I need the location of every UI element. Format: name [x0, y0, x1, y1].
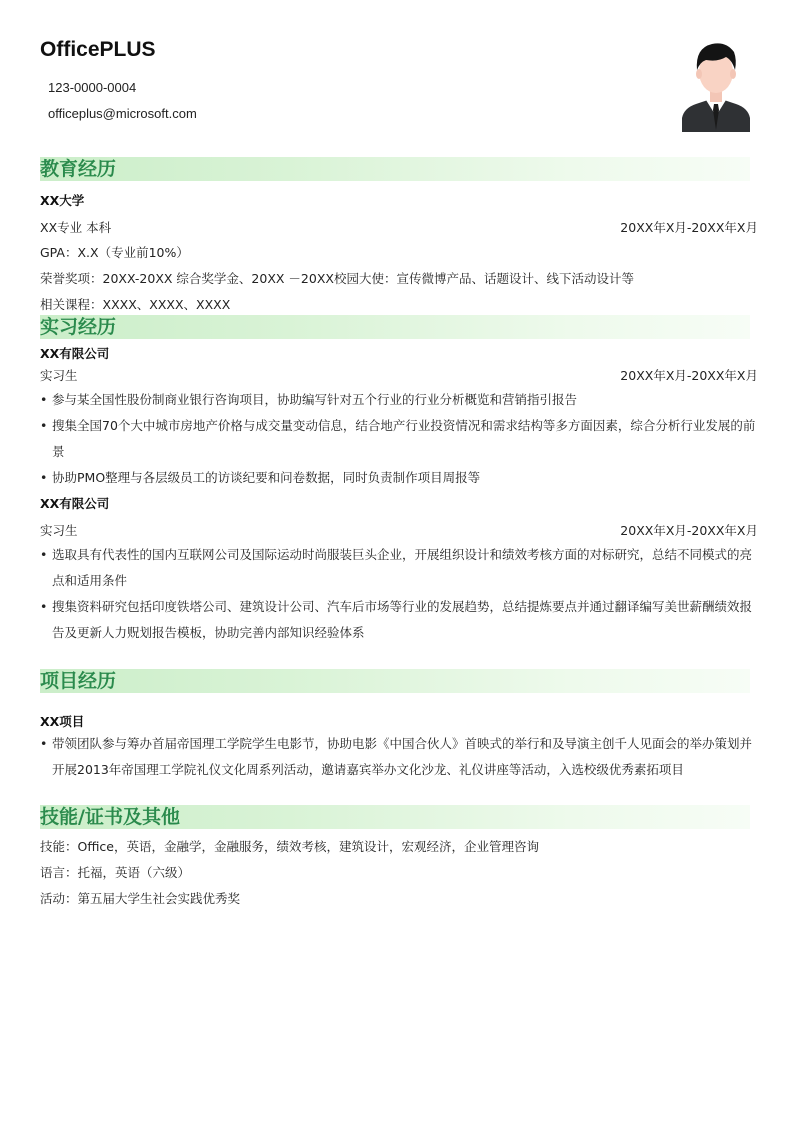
email-text: officeplus@microsoft.com [48, 106, 197, 121]
name-title: OfficePLUS [40, 38, 156, 61]
skills-text: 技能：Office，英语，金融学，金融服务，绩效考核，建筑设计，宏观经济，企业管理咨询 [40, 839, 539, 854]
section-project [40, 669, 750, 693]
avatar-icon [682, 40, 750, 132]
section-title-project: 项目经历 [40, 670, 117, 692]
list-item: • 参与某全国性股份制商业银行咨询项目，协助编写针对五个行业的行业分析概览和营销指引报告 [40, 387, 756, 413]
job-role: 实习生 [40, 523, 78, 538]
list-item: • 搜集全国70个大中城市房地产价格与成交量变动信息，结合地产行业投资情况和需求结构等多方面因素，综合分析行业发展的前景 [40, 413, 756, 465]
bullet-dot-icon: • [40, 418, 48, 433]
section-title-skills: 技能/证书及其他 [40, 806, 180, 828]
courses-text: 相关课程：XXXX、XXXX、XXXX [40, 297, 231, 312]
major-text: XX专业 本科 [40, 220, 112, 235]
project-name: XX项目 [40, 714, 85, 729]
bullet-dot-icon: • [40, 599, 48, 614]
job-role: 实习生 [40, 368, 78, 383]
section-education [40, 157, 750, 181]
education-date: 20XX年X月-20XX年X月 [620, 220, 758, 235]
company-name: XX有限公司 [40, 496, 110, 511]
company-name: XX有限公司 [40, 346, 110, 361]
phone-text: 123-0000-0004 [48, 80, 137, 95]
job-date: 20XX年X月-20XX年X月 [620, 368, 758, 383]
job-date: 20XX年X月-20XX年X月 [620, 523, 758, 538]
bullet-dot-icon: • [40, 392, 48, 407]
activities-text: 活动：第五届大学生社会实践优秀奖 [40, 891, 241, 906]
bullet-dot-icon: • [40, 736, 48, 751]
section-internship [40, 315, 750, 339]
honors-text: 荣誉奖项：20XX-20XX 综合奖学金、20XX －20XX校园大使：宣传微博产品、话题设计、线下活动设计等 [40, 271, 634, 286]
bullet-dot-icon: • [40, 547, 48, 562]
gpa-text: GPA：X.X（专业前10%） [40, 245, 189, 260]
bullet-dot-icon: • [40, 470, 48, 485]
section-title-education: 教育经历 [40, 158, 117, 180]
school-name: XX大学 [40, 193, 85, 208]
languages-text: 语言：托福，英语（六级） [40, 865, 191, 880]
section-title-internship: 实习经历 [40, 316, 117, 338]
list-item: • 搜集资料研究包括印度铁塔公司、建筑设计公司、汽车后市场等行业的发展趋势，总结提炼要点并通过翻译编写美世薪酬绩效报告及更新人力贶划报告模板，协助完善内部知识经验体系 [40, 594, 756, 646]
list-item: • 带领团队参与筹办首届帝国理工学院学生电影节，协助电影《中国合伙人》首映式的举行和及导演主创千人见面会的举办策划并开展2013年帝国理工学院礼仪文化周系列活动，邀请嘉宾举办文化沙龙、礼仪讲座等活动，入选校级优秀素拓项目 [40, 731, 756, 783]
list-item: • 选取具有代表性的国内互联网公司及国际运动时尚服装巨头企业，开展组织设计和绩效考核方面的对标研究，总结不同模式的亮点和适用条件 [40, 542, 756, 594]
list-item: • 协助PMO整理与各层级员工的访谈纪要和问卷数据，同时负责制作项目周报等 [40, 465, 756, 491]
section-skills [40, 805, 750, 829]
